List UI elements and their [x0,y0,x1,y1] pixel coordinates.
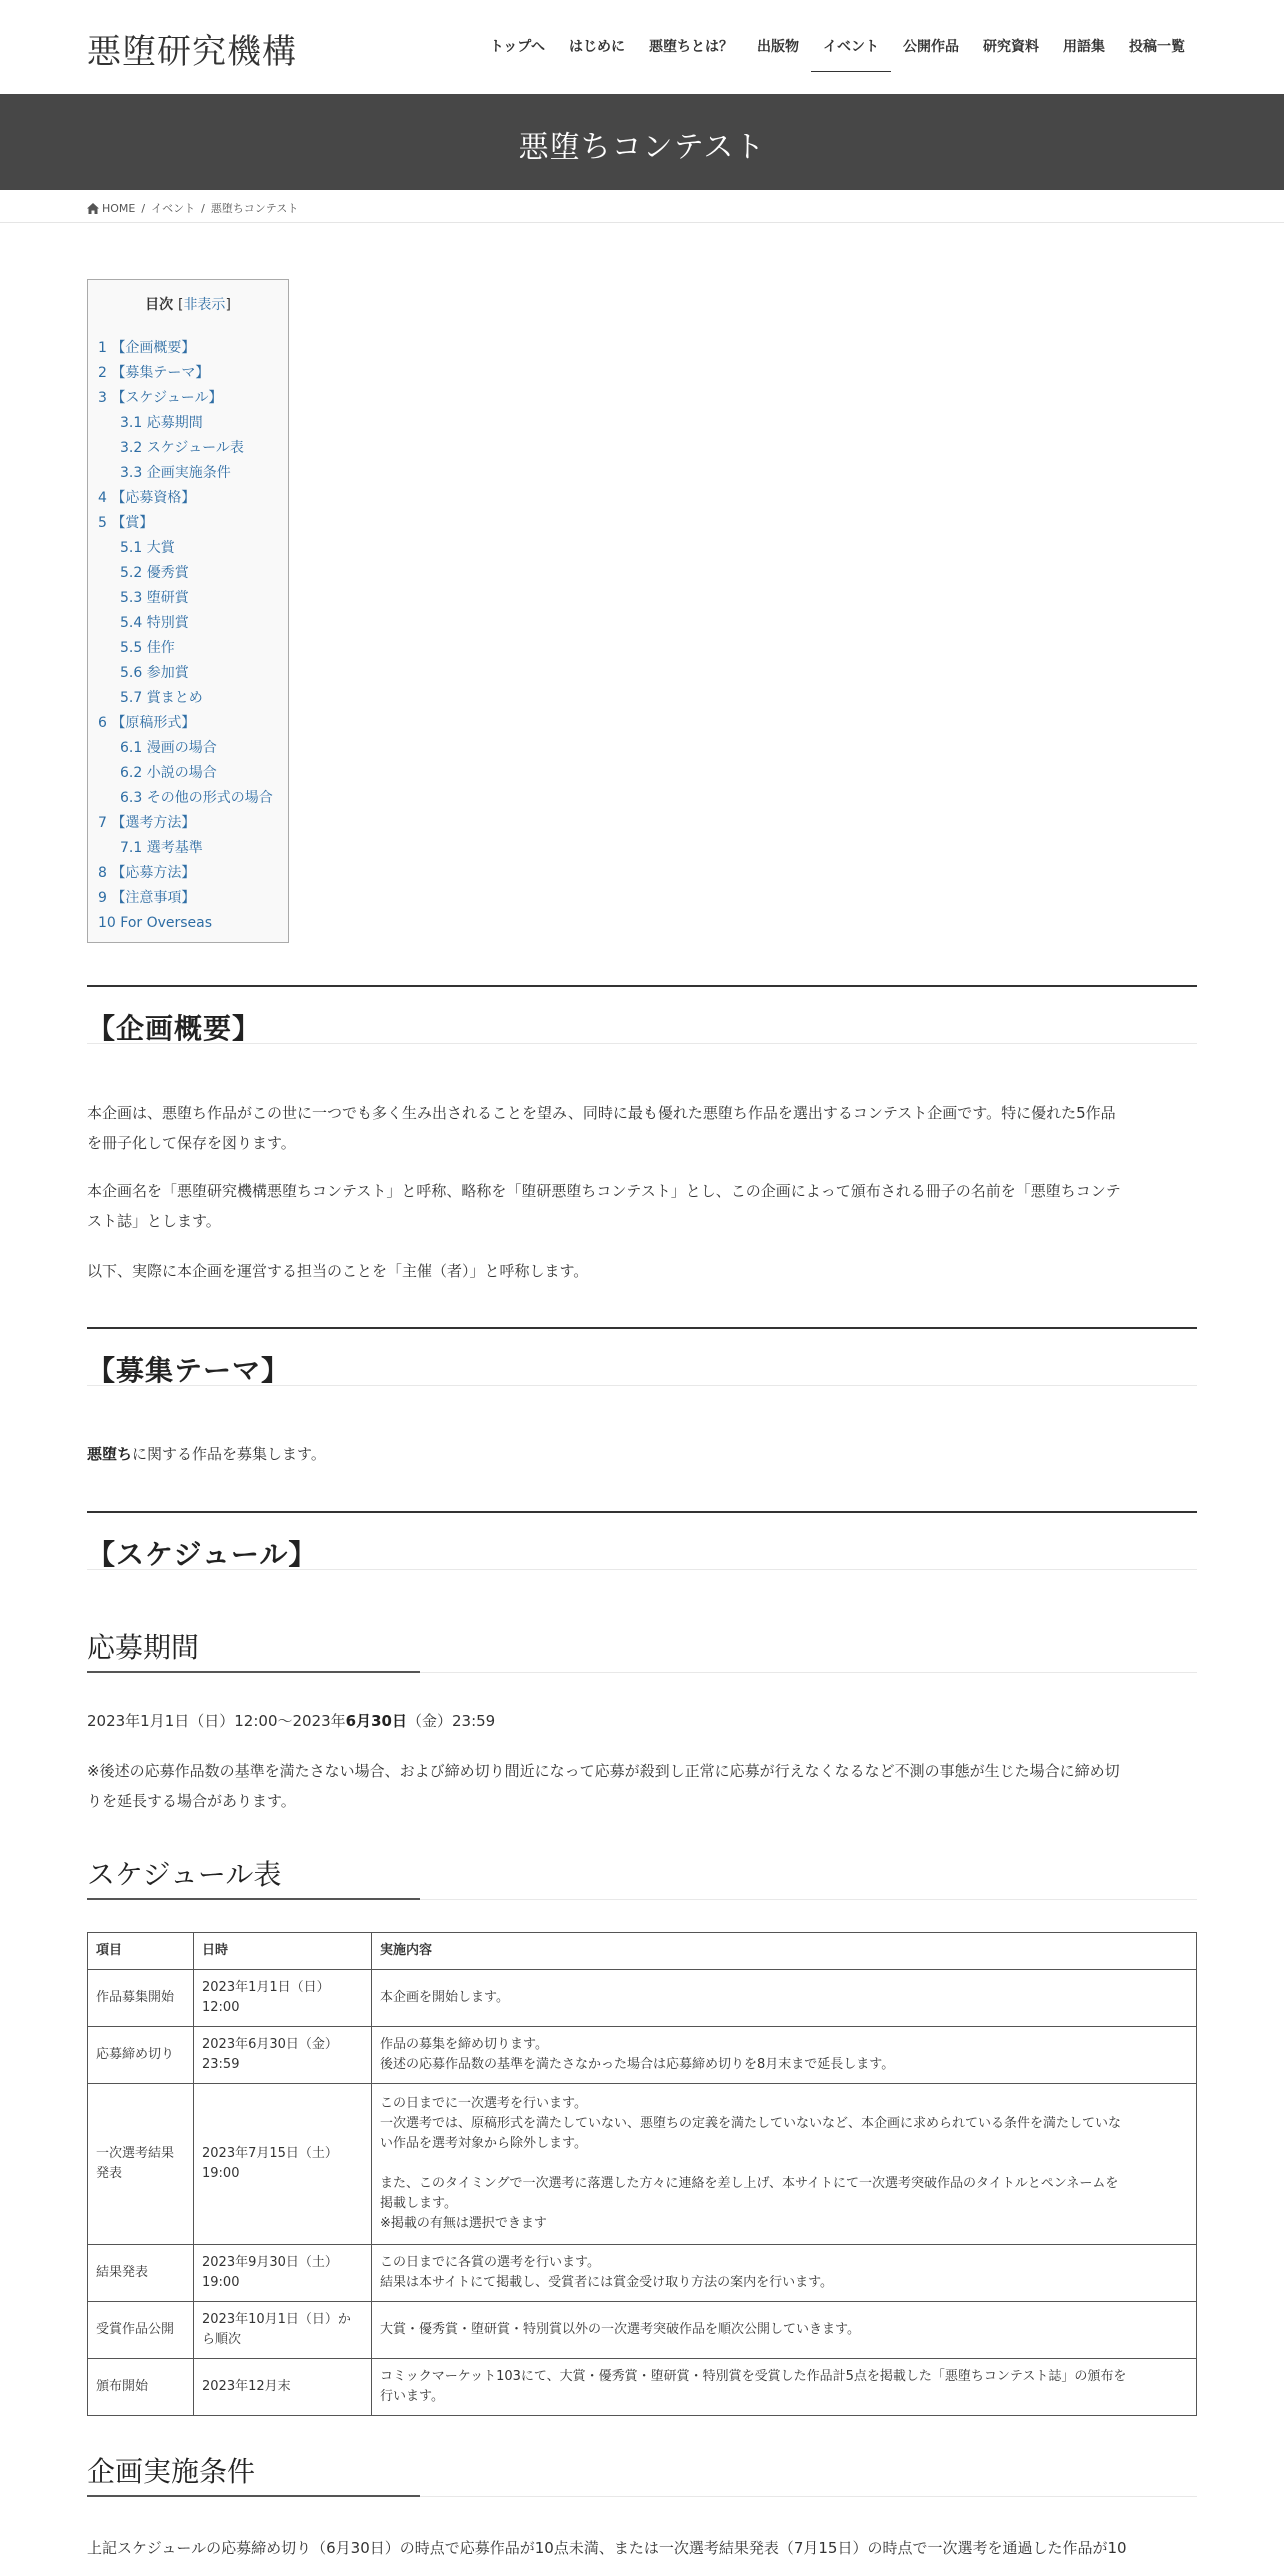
table-cell-date: 2023年1月1日（日） 12:00 [194,1970,372,2027]
subheading-underline [87,1671,420,1673]
breadcrumb-current: 悪堕ちコンテスト [210,202,299,215]
overview-paragraph-3: 以下、実際に本企画を運営する担当のことを「主催（者）」と呼称します。 [87,1262,589,1280]
toc-item[interactable]: 1 【企画概要】 [98,340,196,356]
toc-toggle-link[interactable]: 非表示 [183,297,226,313]
table-of-contents [87,279,289,943]
page-title-bar [0,94,1284,190]
section-heading-theme [87,1327,1197,1386]
toc-item[interactable]: 2 【募集テーマ】 [98,365,210,381]
table-cell-item: 作品募集開始 [88,1970,194,2027]
theme-paragraph: 悪堕ちに関する作品を募集します。 [87,1445,326,1463]
toc-subitem[interactable]: 5.1 大賞 [120,540,175,556]
subheading-conditions [87,2452,1197,2497]
section-heading-text: 【企画概要】 [87,1012,262,1045]
breadcrumb [87,200,298,216]
table-cell-item: 一次選考結果発表 [88,2084,194,2245]
toc-list [98,336,278,936]
nav-item-about[interactable]: 悪堕ちとは？ [649,39,733,55]
period-text: 2023年1月1日（日）12:00～2023年6月30日（金）23:59 [87,1712,496,1730]
table-cell-date: 2023年12月末 [194,2359,372,2416]
nav-item-publications[interactable]: 出版物 [757,39,799,55]
toc-item[interactable]: 6 【原稿形式】 [98,715,196,731]
toc-subitem[interactable]: 6.3 その他の形式の場合 [120,790,273,806]
toc-subitem[interactable]: 5.4 特別賞 [120,615,189,631]
toc-subitem[interactable]: 5.7 賞まとめ [120,690,203,706]
section-heading-schedule [87,1511,1197,1570]
table-cell-date: 2023年9月30日（土） 19:00 [194,2245,372,2302]
section-heading-text: 【スケジュール】 [87,1538,318,1571]
overview-paragraph-2: 本企画名を「悪堕研究機構悪堕ちコンテスト」と呼称、略称を「堕研悪堕ちコンテスト」とし、この企画によって頒布される冊子の名前を「悪堕ちコンテ スト誌」とします。 [87,1182,1121,1230]
toc-subitem[interactable]: 3.3 企画実施条件 [120,465,231,481]
section-heading-overview [87,985,1197,1044]
nav-item-posts[interactable]: 投稿一覧 [1129,39,1185,55]
subheading-underline [87,1898,420,1900]
toc-subitem[interactable]: 5.2 優秀賞 [120,565,189,581]
table-header-cell: 日時 [194,1933,372,1970]
site-header [0,0,1284,94]
toc-subitem[interactable]: 5.3 堕研賞 [120,590,189,606]
table-cell-item: 受賞作品公開 [88,2302,194,2359]
subheading-text: 企画実施条件 [87,2455,256,2488]
conditions-text: 上記スケジュールの応募締め切り（6月30日）の時点で応募作品が10点未満、または一次選考結果発表（7月15日）の時点で一次選考を通過した作品が10 [87,2539,1127,2557]
schedule-table [87,1932,1197,2416]
toc-header: 目次 [非表示] [145,297,231,313]
page-title: 悪堕ちコンテスト [518,130,766,165]
global-nav [478,36,1197,70]
table-row [88,2302,1197,2359]
nav-item-research[interactable]: 研究資料 [983,39,1039,55]
toc-item[interactable]: 9 【注意事項】 [98,890,196,906]
toc-item[interactable]: 7 【選考方法】 [98,815,196,831]
toc-title: 目次 [145,297,174,313]
toc-subitem[interactable]: 7.1 選考基準 [120,840,203,856]
table-cell-content: 作品の募集を締め切ります。 後述の応募作品数の基準を満たさなかった場合は応募締め切りを8月末まで延長します。 [372,2027,1197,2084]
subheading-underline [87,2495,420,2497]
subheading-text: 応募期間 [87,1631,200,1664]
subheading-text: スケジュール表 [87,1858,282,1891]
overview-paragraph-1: 本企画は、悪堕ち作品がこの世に一つでも多く生み出されることを望み、同時に最も優れた悪堕ち作品を選出するコンテスト企画です。特に優れた5作品 を冊子化して保存を図ります。 [87,1104,1116,1152]
toc-subitem[interactable]: 5.6 参加賞 [120,665,189,681]
table-header-cell: 項目 [88,1933,194,1970]
section-heading-text: 【募集テーマ】 [87,1354,291,1387]
nav-item-glossary[interactable]: 用語集 [1063,39,1105,55]
toc-subitem[interactable]: 6.2 小説の場合 [120,765,217,781]
toc-subitem[interactable]: 3.1 応募期間 [120,415,203,431]
table-cell-content: コミックマーケット103にて、大賞・優秀賞・堕研賞・特別賞を受賞した作品計5点を掲載した「悪堕ちコンテスト誌」の頒布を 行います。 [372,2359,1197,2416]
table-row [88,1970,1197,2027]
toc-subitem[interactable]: 3.2 スケジュール表 [120,440,244,456]
breadcrumb-bar [0,190,1284,223]
nav-item-events[interactable]: イベント [811,36,891,70]
nav-item-works[interactable]: 公開作品 [903,39,959,55]
table-cell-content: この日までに一次選考を行います。 一次選考では、原稿形式を満たしていない、悪堕ちの定義を満たしていないなど、本企画に求められている条件を満たしていな い作品を選考対象から除外します。 また、このタイミングで一次選考に落選した方々に連絡を差し上げ、本サイトにて一次選考突破作品のタイトルとペンネームを 掲載します。 ※掲載の有無は選択できます [372,2084,1197,2245]
breadcrumb-separator: / [201,201,205,215]
table-cell-date: 2023年7月15日（土） 19:00 [194,2084,372,2245]
table-header-cell: 実施内容 [372,1933,1197,1970]
nav-item-intro[interactable]: はじめに [569,39,625,55]
period-note: ※後述の応募作品数の基準を満たさない場合、および締め切り間近になって応募が殺到し正常に応募が行えなくなるなど不測の事態が生じた場合に締め切 りを延長する場合があります。 [87,1762,1120,1810]
breadcrumb-separator: / [141,201,146,215]
table-row [88,2245,1197,2302]
table-row [88,2084,1197,2245]
toc-item[interactable]: 5 【賞】 [98,515,154,531]
table-cell-content: 本企画を開始します。 [372,1970,1197,2027]
toc-item[interactable]: 4 【応募資格】 [98,490,196,506]
table-cell-content: 大賞・優秀賞・堕研賞・特別賞以外の一次選考突破作品を順次公開していきます。 [372,2302,1197,2359]
toc-subitem[interactable]: 5.5 佳作 [120,640,175,656]
toc-item[interactable]: 8 【応募方法】 [98,865,196,881]
site-logo[interactable]: 悪堕研究機構 [87,32,297,72]
toc-item[interactable]: 3 【スケジュール】 [98,390,223,406]
subheading-schedule-table [87,1855,1197,1900]
table-row [88,2027,1197,2084]
breadcrumb-events[interactable]: イベント [151,202,196,215]
toc-item[interactable]: 10 For Overseas [98,915,213,931]
home-icon [87,203,99,214]
table-cell-date: 2023年6月30日（金） 23:59 [194,2027,372,2084]
table-header-row [88,1933,1197,1970]
nav-item-top[interactable]: トップへ [489,39,545,55]
table-cell-content: この日までに各賞の選考を行います。 結果は本サイトにて掲載し、受賞者には賞金受け取り方法の案内を行います。 [372,2245,1197,2302]
breadcrumb-home[interactable]: HOME [102,201,136,215]
table-row [88,2359,1197,2416]
table-cell-date: 2023年10月1日（日）か ら順次 [194,2302,372,2359]
toc-subitem[interactable]: 6.1 漫画の場合 [120,740,217,756]
table-cell-item: 頒布開始 [88,2359,194,2416]
table-cell-item: 結果発表 [88,2245,194,2302]
table-cell-item: 応募締め切り [88,2027,194,2084]
subheading-period [87,1628,1197,1673]
